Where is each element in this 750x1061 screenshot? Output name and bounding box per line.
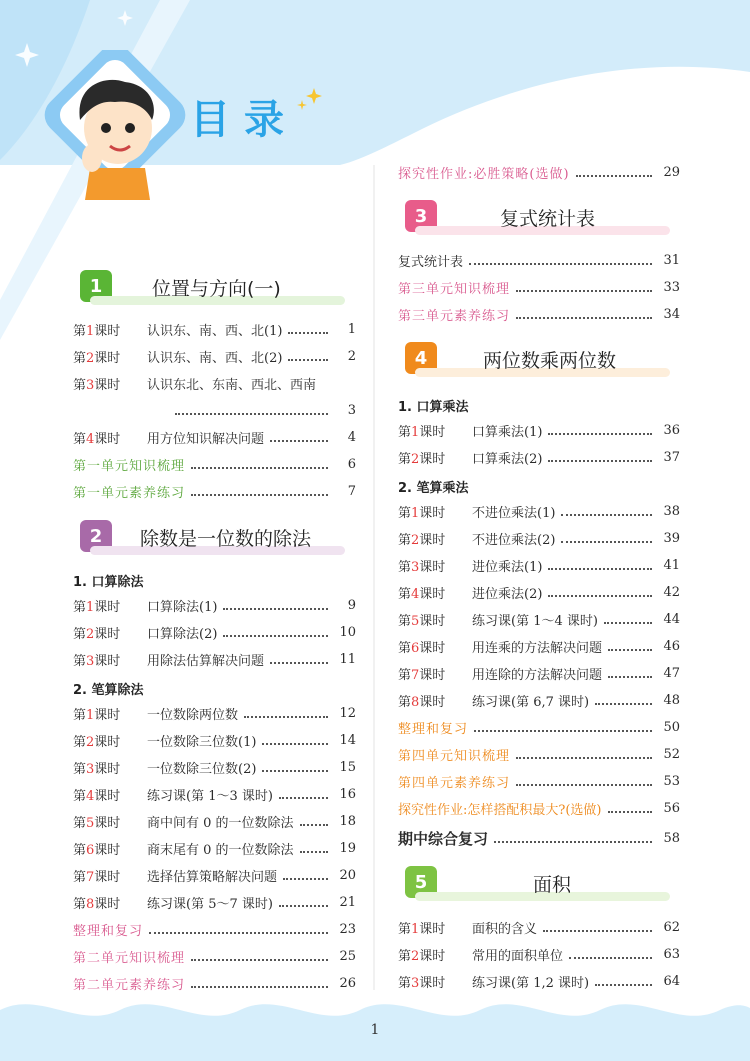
toc-text: 练习课(第 1～4 课时) [472,613,598,629]
toc-row-review[interactable] [73,918,356,940]
leader-dots [548,460,652,462]
toc-row-exploration[interactable] [398,797,680,819]
toc-text: 一位数除三位数(2) [147,761,257,777]
leader-dots [548,433,652,435]
toc-text: 认识东北、东南、西北、西南 [147,377,317,393]
leader-dots [548,595,652,597]
toc-text: 用连乘的方法解决问题 [472,640,603,656]
lesson-label: 第7课时 [73,869,121,885]
page-num: 42 [663,584,680,600]
page-num: 48 [663,692,680,708]
toc-text: 口算乘法(2) [472,451,543,467]
toc-text: 第四单元素养练习 [398,775,511,791]
lesson-label: 第2课时 [398,451,446,467]
page-num: 33 [663,279,680,295]
leader-dots [223,635,328,637]
toc-text: 认识东、南、西、北(2) [147,350,283,366]
toc-row[interactable] [398,635,680,657]
toc-text: 商中间有 0 的一位数除法 [147,815,294,831]
subsection-title: 1. 口算乘法 [398,400,469,415]
toc-row[interactable] [73,318,356,340]
toc-text: 练习课(第 1,2 课时) [472,975,590,991]
leader-dots [595,703,652,705]
unit-title: 位置与方向(一) [152,278,281,300]
leader-dots [543,930,652,932]
leader-dots [288,359,328,361]
page-num: 47 [663,665,680,681]
leader-dots [270,440,328,442]
toc-text: 练习课(第 5～7 课时) [147,896,273,912]
leader-dots [300,824,328,826]
lesson-label: 第1课时 [73,707,121,723]
toc-row[interactable] [73,372,356,394]
toc-text: 第一单元素养练习 [73,485,186,501]
subsection-title: 2. 笔算除法 [73,683,144,698]
unit-title: 除数是一位数的除法 [140,528,312,550]
leader-dots [223,608,328,610]
toc-text: 口算除法(2) [147,626,218,642]
toc-text: 不进位乘法(1) [472,505,556,521]
toc-row[interactable] [398,608,680,630]
leader-dots [516,317,652,319]
page-num: 64 [663,973,680,989]
leader-dots [175,413,328,415]
lesson-label: 第5课时 [398,613,446,629]
leader-dots [561,514,652,516]
lesson-label: 第1课时 [398,505,446,521]
leader-dots [262,743,328,745]
toc-text: 选择估算策略解决问题 [147,869,278,885]
unit-title: 面积 [533,874,572,896]
toc-row[interactable] [73,648,356,670]
toc-row-review[interactable] [398,743,680,765]
toc-text: 整理和复习 [398,721,469,737]
leader-dots [279,905,328,907]
leader-dots [595,984,652,986]
unit-title: 两位数乘两位数 [483,350,617,372]
leader-dots [561,541,652,543]
lesson-label: 第4课时 [73,788,121,804]
toc-row[interactable] [398,554,680,576]
toc-row[interactable] [73,729,356,751]
leader-dots [516,290,652,292]
unit-badge: 5 [405,866,437,898]
lesson-label: 第3课时 [73,377,121,393]
leader-dots [270,662,328,664]
page-num: 20 [339,867,356,883]
toc-text: 探究性作业:必胜策略(选做) [398,166,570,182]
toc-row-midterm[interactable] [398,827,680,849]
toc-row[interactable] [73,810,356,832]
lesson-label: 第1课时 [398,424,446,440]
toc-text: 第四单元知识梳理 [398,748,511,764]
lesson-label: 第4课时 [73,431,121,447]
leader-dots [474,730,652,732]
toc-text: 一位数除两位数 [147,707,239,723]
toc-row[interactable] [398,527,680,549]
page-num: 36 [663,422,680,438]
unit-badge: 4 [405,342,437,374]
lesson-label: 第2课时 [73,350,121,366]
page-num: 62 [663,919,680,935]
lesson-label: 第3课时 [398,975,446,991]
leader-dots [300,851,328,853]
toc-row-review[interactable] [398,276,680,298]
page-num: 4 [347,429,356,445]
toc-row[interactable] [73,426,356,448]
toc-row[interactable] [398,249,680,271]
lesson-label: 第6课时 [398,640,446,656]
toc-row[interactable] [73,837,356,859]
lesson-label: 第2课时 [73,626,121,642]
page-num: 58 [663,830,680,846]
toc-text: 探究性作业:怎样搭配积最大?(选做) [398,802,602,818]
toc-text: 第三单元知识梳理 [398,281,511,297]
page-num: 11 [339,651,356,667]
toc-text: 第一单元知识梳理 [73,458,186,474]
toc-text: 第二单元素养练习 [73,977,186,993]
lesson-label: 第1课时 [73,599,121,615]
unit-title: 复式统计表 [500,208,596,230]
page-num: 1 [347,321,356,337]
toc-row-practice[interactable] [398,303,680,325]
toc-row[interactable] [73,621,356,643]
page-num: 38 [663,503,680,519]
toc-row-review[interactable] [398,716,680,738]
boy-mascot-icon [30,50,200,200]
leader-dots [288,332,328,334]
leader-dots [516,784,652,786]
toc-text: 进位乘法(1) [472,559,543,575]
toc-text: 认识东、南、西、北(1) [147,323,283,339]
lesson-label: 第2课时 [398,532,446,548]
toc-row-practice[interactable] [73,972,356,994]
toc-row[interactable] [398,446,680,468]
toc-row[interactable] [73,345,356,367]
toc-text: 常用的面积单位 [472,948,564,964]
toc-row[interactable] [398,689,680,711]
page-num: 6 [347,456,356,472]
unit-3-header [405,200,670,240]
toc-row[interactable] [73,594,356,616]
unit-badge: 1 [80,270,112,302]
toc-row-practice[interactable] [73,480,356,502]
page-num: 46 [663,638,680,654]
page-num: 26 [339,975,356,991]
toc-row[interactable] [73,864,356,886]
leader-dots [191,986,328,988]
page-num: 41 [663,557,680,573]
leader-dots [279,797,328,799]
lesson-label: 第3课时 [398,559,446,575]
lesson-label: 第1课时 [73,323,121,339]
lesson-label: 第8课时 [73,896,121,912]
toc-text: 用连除的方法解决问题 [472,667,603,683]
toc-text: 进位乘法(2) [472,586,543,602]
toc-row[interactable] [73,891,356,913]
toc-text: 一位数除三位数(1) [147,734,257,750]
leader-dots [608,649,652,651]
toc-text: 第三单元素养练习 [398,308,511,324]
toc-text: 不进位乘法(2) [472,532,556,548]
page-num: 14 [339,732,356,748]
leader-dots [608,811,653,813]
toc-row[interactable] [398,500,680,522]
toc-row[interactable] [73,702,356,724]
lesson-label: 第3课时 [73,653,121,669]
unit-4-header [405,342,670,382]
leader-dots [604,622,652,624]
toc-text: 用除法估算解决问题 [147,653,265,669]
page-num: 15 [339,759,356,775]
toc-row[interactable] [398,581,680,603]
page-num: 16 [339,786,356,802]
page-num: 50 [663,719,680,735]
leader-dots [576,175,652,177]
leader-dots [548,568,652,570]
page-num: 56 [663,800,680,816]
page-num: 2 [347,348,356,364]
toc-row-continued[interactable] [147,399,356,421]
toc-text: 复式统计表 [398,254,464,270]
leader-dots [494,841,652,843]
unit-1-header [80,270,345,310]
unit-5-header [405,866,670,906]
leader-dots [191,467,328,469]
toc-text: 练习课(第 1～3 课时) [147,788,273,804]
toc-text: 口算乘法(1) [472,424,543,440]
toc-row[interactable] [398,662,680,684]
leader-dots [283,878,328,880]
leader-dots [191,494,328,496]
lesson-label: 第6课时 [73,842,121,858]
leader-dots [469,263,652,265]
lesson-label: 第5课时 [73,815,121,831]
toc-row-review[interactable] [73,453,356,475]
leader-dots [569,957,652,959]
lesson-label: 第8课时 [398,694,446,710]
toc-row[interactable] [398,970,680,992]
unit-2-header [80,520,345,560]
lesson-label: 第4课时 [398,586,446,602]
lesson-label: 第2课时 [73,734,121,750]
page-num: 39 [663,530,680,546]
toc-text: 整理和复习 [73,923,144,939]
toc-text: 期中综合复习 [398,829,489,848]
toc-row-review[interactable] [73,945,356,967]
page-num: 23 [339,921,356,937]
page-num: 34 [663,306,680,322]
page-num: 29 [663,164,680,180]
page-num: 53 [663,773,680,789]
toc-row[interactable] [398,943,680,965]
page-num: 21 [339,894,356,910]
leader-dots [262,770,328,772]
page-num: 18 [339,813,356,829]
subsection-title: 1. 口算除法 [73,575,144,590]
toc-row[interactable] [398,916,680,938]
toc-text: 练习课(第 6,7 课时) [472,694,590,710]
unit-badge: 3 [405,200,437,232]
leader-dots [516,757,652,759]
page-num: 63 [663,946,680,962]
page-num: 44 [663,611,680,627]
page-num: 19 [339,840,356,856]
lesson-label: 第2课时 [398,948,446,964]
page-num: 37 [663,449,680,465]
toc-text: 口算除法(1) [147,599,218,615]
subsection-title: 2. 笔算乘法 [398,481,469,496]
page-num: 25 [339,948,356,964]
unit-badge: 2 [80,520,112,552]
toc-row[interactable] [398,419,680,441]
toc-row[interactable] [73,756,356,778]
lesson-label: 第7课时 [398,667,446,683]
toc-text: 用方位知识解决问题 [147,431,265,447]
toc-text: 第二单元知识梳理 [73,950,186,966]
lesson-label: 第3课时 [73,761,121,777]
leader-dots [191,959,328,961]
page-number: 1 [370,1022,380,1038]
toc-text: 面积的含义 [472,921,538,937]
toc-row-exploration[interactable] [398,161,680,183]
toc-row[interactable] [73,783,356,805]
page-num: 7 [347,483,356,499]
page-num: 12 [339,705,356,721]
page-title: 目录 [190,97,298,143]
leader-dots [608,676,652,678]
page-num: 31 [663,252,680,268]
leader-dots [244,716,328,718]
toc-text: 商末尾有 0 的一位数除法 [147,842,294,858]
leader-dots [149,932,328,934]
page-num: 3 [347,402,356,418]
toc-row-practice[interactable] [398,770,680,792]
page-num: 52 [663,746,680,762]
lesson-label: 第1课时 [398,921,446,937]
page-num: 9 [347,597,356,613]
page-num: 10 [339,624,356,640]
